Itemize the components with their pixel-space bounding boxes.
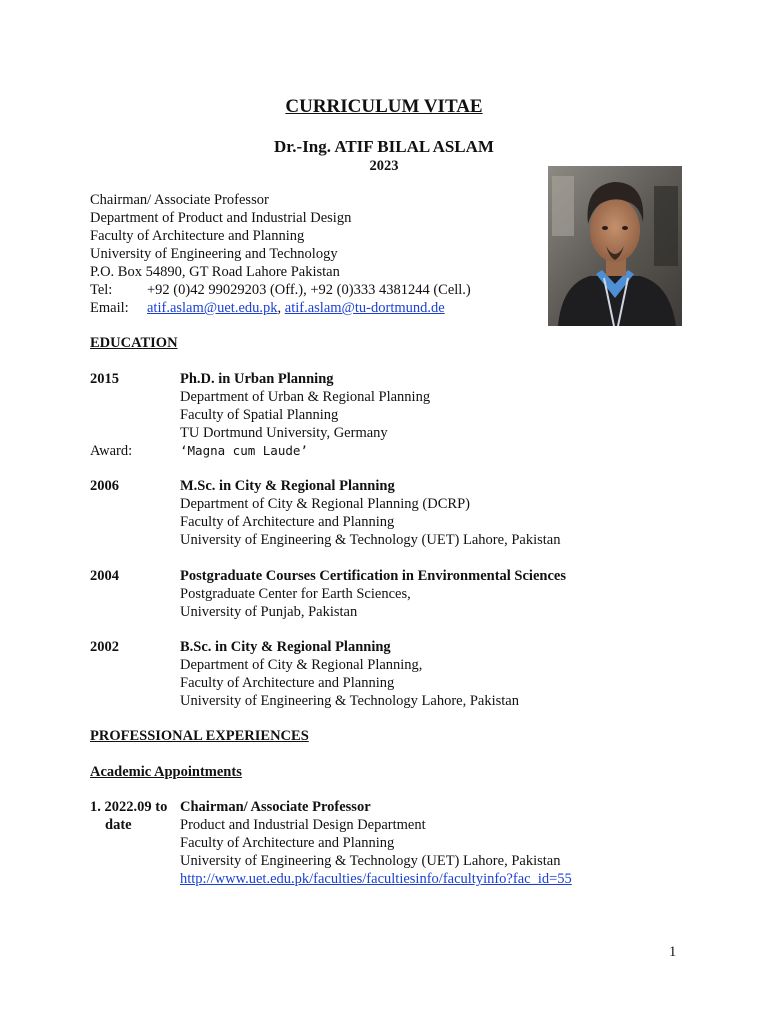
education-line: Department of City & Regional Planning (DCRP) xyxy=(180,496,470,512)
appointment-period-start: 1. 2022.09 to xyxy=(90,799,168,815)
education-line: University of Engineering & Technology (UET) Lahore, Pakistan xyxy=(180,532,561,548)
education-line: Faculty of Spatial Planning xyxy=(180,407,339,423)
profile-photo xyxy=(548,166,682,326)
contact-line: Department of Product and Industrial Design xyxy=(90,210,352,226)
education-line: TU Dortmund University, Germany xyxy=(180,425,388,441)
cv-year: 2023 xyxy=(369,158,399,174)
award-line xyxy=(90,442,308,460)
education-degree: Ph.D. in Urban Planning xyxy=(180,371,334,387)
faculty-profile-link[interactable]: http://www.uet.edu.pk/faculties/facultiesinfo/facultyinfo?fac_id=55 xyxy=(180,871,572,887)
education-heading: EDUCATION xyxy=(90,335,178,351)
award-value: ‘Magna cum Laude’ xyxy=(180,443,308,458)
academic-appointments-heading: Academic Appointments xyxy=(90,764,242,780)
education-year: 2006 xyxy=(90,478,119,494)
education-line: Department of Urban & Regional Planning xyxy=(180,389,431,405)
tel-value: +92 (0)42 99029203 (Off.), +92 (0)333 4381244 (Cell.) xyxy=(147,282,471,298)
education-degree: B.Sc. in City & Regional Planning xyxy=(180,639,391,655)
education-degree: M.Sc. in City & Regional Planning xyxy=(180,478,395,494)
contact-line: University of Engineering and Technology xyxy=(90,246,338,262)
education-year: 2015 xyxy=(90,371,119,387)
email-label: Email: xyxy=(90,300,129,316)
email-line xyxy=(90,299,471,317)
education-year: 2004 xyxy=(90,568,119,584)
tel-line xyxy=(90,281,471,299)
appointment-title: Chairman/ Associate Professor xyxy=(180,799,371,815)
appointment-period xyxy=(90,798,180,834)
education-line: Faculty of Architecture and Planning xyxy=(180,514,395,530)
email-link-tu[interactable]: atif.aslam@tu-dortmund.de xyxy=(284,300,445,316)
cv-title: CURRICULUM VITAE xyxy=(285,96,483,117)
education-entry xyxy=(90,638,519,710)
education-entry xyxy=(90,567,566,621)
person-name: Dr.-Ing. ATIF BILAL ASLAM xyxy=(274,137,494,156)
portrait-image xyxy=(548,166,682,326)
contact-line: P.O. Box 54890, GT Road Lahore Pakistan xyxy=(90,264,340,280)
appointment-period-end: date xyxy=(105,817,132,833)
appointment-line: Product and Industrial Design Department xyxy=(180,817,426,833)
education-line: Faculty of Architecture and Planning xyxy=(180,675,395,691)
email-separator: , xyxy=(277,300,282,316)
appointment-entry xyxy=(90,798,572,888)
education-line: University of Punjab, Pakistan xyxy=(180,604,358,620)
education-entry xyxy=(90,370,430,442)
education-year: 2002 xyxy=(90,639,119,655)
appointment-line: University of Engineering & Technology (UET) Lahore, Pakistan xyxy=(180,853,561,869)
contact-line: Faculty of Architecture and Planning xyxy=(90,228,305,244)
email-link-uet[interactable]: atif.aslam@uet.edu.pk xyxy=(147,300,278,316)
professional-heading: PROFESSIONAL EXPERIENCES xyxy=(90,728,309,744)
education-entry xyxy=(90,477,560,549)
education-line: Postgraduate Center for Earth Sciences, xyxy=(180,586,411,602)
education-line: University of Engineering & Technology Lahore, Pakistan xyxy=(180,693,519,709)
appointment-line: Faculty of Architecture and Planning xyxy=(180,835,395,851)
contact-block xyxy=(90,191,471,317)
tel-label: Tel: xyxy=(90,282,113,298)
contact-line: Chairman/ Associate Professor xyxy=(90,192,269,208)
education-line: Department of City & Regional Planning, xyxy=(180,657,423,673)
page-number: 1 xyxy=(669,944,677,960)
award-label: Award: xyxy=(90,443,133,459)
education-degree: Postgraduate Courses Certification in Environmental Sciences xyxy=(180,568,566,584)
